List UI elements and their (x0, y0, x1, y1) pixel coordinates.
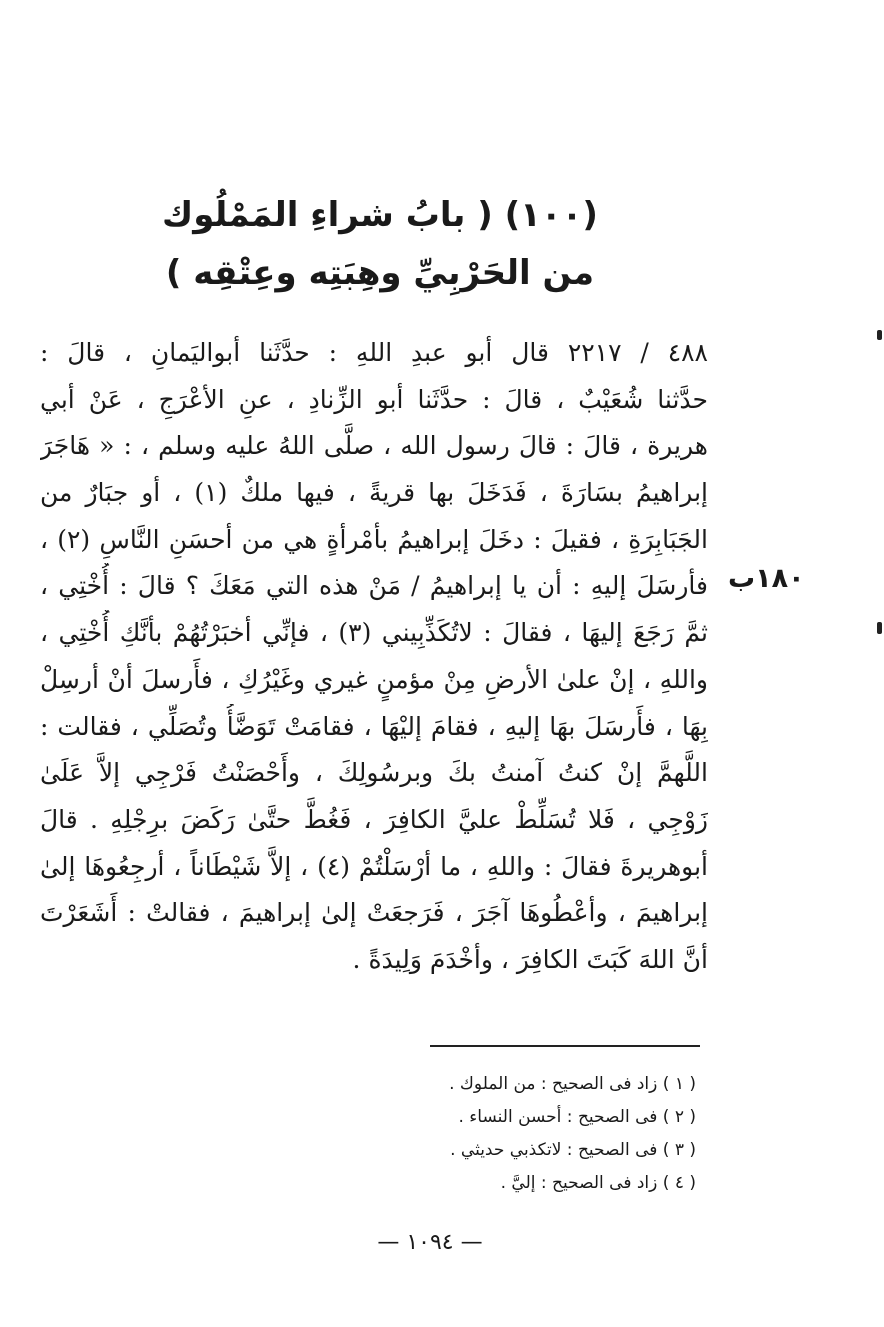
text-line: إبراهيمُ بسَارَةَ ، فَدَخَلَ بها قريةً ، فيها ملكٌ (١) ، أو جبَارٌ من (40, 478, 708, 508)
text-line: ثمَّ رَجَعَ إليهَا ، فقالَ : لاتُكَذِّبِيني (٣) ، فإنِّي أخبَرْتُهُمْ بأنَّكِ أُخْتِي ، (40, 618, 708, 648)
hadith-text (40, 330, 708, 984)
text-line: واللهِ ، إنْ علىٰ الأرضِ مِنْ مؤمنٍ غيري وغَيْرُكِ ، فأَرسلَ أنْ أرسِلْ (40, 664, 708, 694)
footnote: ( ٤ ) زاد فى الصحيح : إليَّ . (500, 1173, 696, 1193)
text-line: الجَبَابِرَةِ ، فقيلَ : دخَلَ إبراهيمُ بأمْرأةٍ هي من أحسَنِ النَّاسِ (٢) ، (40, 524, 708, 554)
text-line: اللَّهمَّ إنْ كنتُ آمنتُ بكَ وبرسُولِكَ ، وأَحْصَنْتُ فَرْجِي إلاَّ عَلَىٰ (40, 758, 708, 788)
text-line: بِهَا ، فأَرسَلَ بهَا إليهِ ، فقامَ إليْهَا ، فقامَتْ تَوَضَّأُ وتُصَلِّي ، فقالت : (40, 711, 708, 741)
text-line: أنَّ اللهَ كَبَتَ الكافِرَ ، وأخْدَمَ وَلِيدَةً . (352, 944, 708, 974)
manuscript-folio-marker: ١٨٠ب (728, 563, 805, 594)
footnote: ( ١ ) زاد فى الصحيح : من الملوك . (449, 1074, 696, 1094)
footnotes (300, 1068, 696, 1200)
footnote-divider (430, 1045, 700, 1047)
scan-edge-mark (877, 330, 882, 340)
text-line: ٤٨٨ / ٢٢١٧ قال أبو عبدِ اللهِ : حدَّثَنا أبواليَمانِ ، قالَ : (40, 338, 708, 367)
text-line: فأرسَلَ إليهِ : أن يا إبراهيمُ / مَنْ هذه التي مَعَكَ ؟ قالَ : أُخْتِي ، (40, 571, 708, 601)
page-number: — ١٠٩٤ — (377, 1230, 483, 1255)
footnote: ( ٣ ) فى الصحيح : لاتكذبي حديثي . (450, 1140, 696, 1160)
text-line: زَوْجِي ، فَلا تُسَلِّطْ عليَّ الكافِرَ ، فَغُطَّ حتَّىٰ رَكَضَ برِجْلِهِ . قالَ (40, 804, 708, 834)
text-line: أبوهريرةَ فقالَ : واللهِ ، ما أرْسَلْتُمْ (٤) ، إلاَّ شَيْطَاناً ، أرجِعُوهَا إلىٰ (40, 851, 708, 881)
text-line: إبراهيمَ ، وأعْطُوهَا آجَرَ ، فَرَجعَتْ إلىٰ إبراهيمَ ، فقالتْ : أَشَعَرْتَ (40, 898, 708, 928)
scan-edge-mark (877, 622, 882, 634)
footnote: ( ٢ ) فى الصحيح : أحسن النساء . (458, 1107, 696, 1127)
chapter-title-line-2: من الحَرْبِيِّ وهِبَتِه وعِتْقِه ) (165, 253, 595, 293)
text-line: هريرة ، قالَ : قالَ رسول الله ، صلَّى اللهُ عليه وسلم ، : « هَاجَرَ (40, 431, 708, 461)
chapter-title-line-1: (١٠٠) ( بابُ شراءِ المَمْلُوك (162, 195, 598, 235)
text-line: حدَّثنا شُعَيْبٌ ، قالَ : حدَّثَنا أبو الزِّنادِ ، عنِ الأعْرَجِ ، عَنْ أبي (40, 384, 708, 414)
